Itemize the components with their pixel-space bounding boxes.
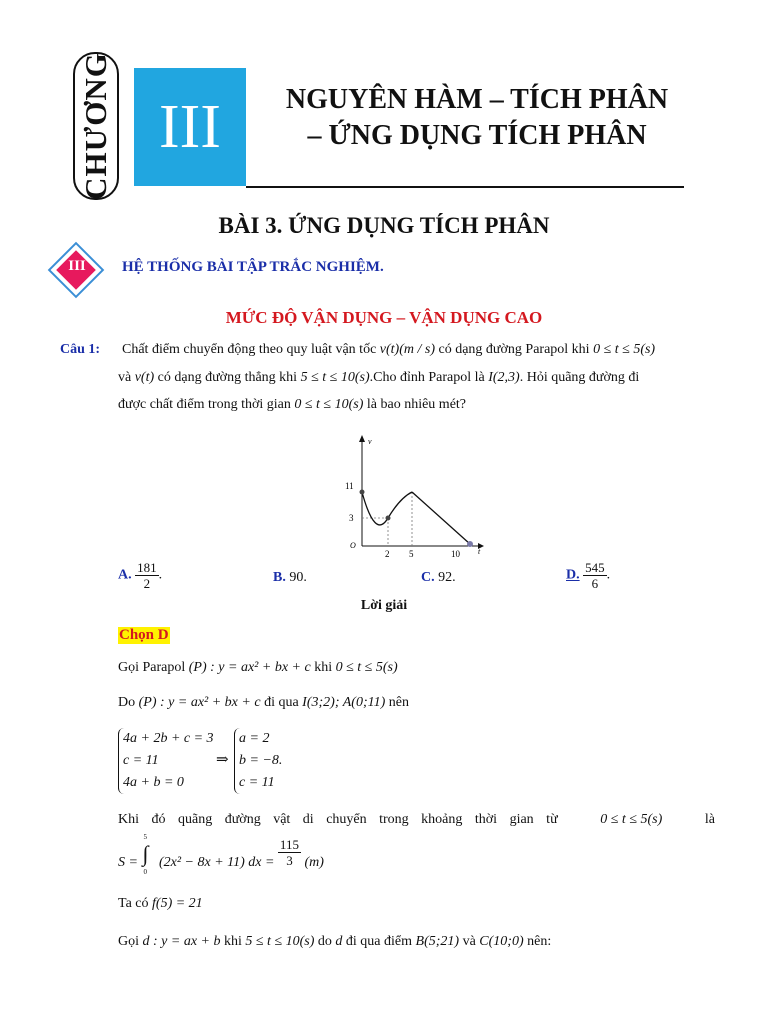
s4-den: 3 [286, 853, 293, 868]
option-a[interactable] [118, 560, 162, 591]
q2-text-c: .Cho đỉnh Parapol là [369, 370, 485, 385]
chosen-answer: Chọn D [119, 627, 169, 643]
level-title: MỨC ĐỘ VẬN DỤNG – VẬN DỤNG CAO [225, 308, 543, 327]
section-title: HỆ THỐNG BÀI TẬP TRẮC NGHIỆM. [122, 259, 384, 275]
velocity-graph [330, 430, 490, 560]
q2-text-b: có dạng đường thẳng khi [157, 370, 298, 385]
section-badge-label: III [68, 258, 86, 274]
solution-step-1 [118, 660, 398, 676]
s2-text-c: nên [388, 695, 409, 710]
s6-math: d : y = ax + b [142, 934, 221, 949]
s4-num: 115 [279, 837, 299, 852]
graph-x-tick-5: 5 [409, 549, 414, 559]
s1-cond: 0 ≤ t ≤ 5(s) [335, 660, 398, 675]
lesson-title: BÀI 3. ỨNG DỤNG TÍCH PHÂN [218, 213, 550, 238]
s4-integral-sign [141, 835, 155, 875]
option-d-den: 6 [591, 576, 599, 591]
s6-text-a: Gọi [118, 934, 139, 949]
system-arrow: ⇒ [216, 752, 229, 768]
solution-step-2 [118, 695, 409, 711]
question-line-3 [118, 397, 466, 413]
graph-y-arrow [359, 435, 365, 442]
graph-point-start [360, 490, 365, 495]
graph-line [412, 492, 470, 544]
q1-text-b: có dạng đường Parapol khi [438, 342, 590, 357]
s4-lower: 0 [143, 868, 147, 876]
system-right-eq-2: b = −8. [239, 753, 283, 768]
s1-text-b: khi [314, 660, 333, 675]
chapter-number-box [134, 68, 246, 186]
option-d-fraction [583, 560, 607, 591]
s1-math: (P) : y = ax² + bx + c [188, 660, 311, 675]
option-d[interactable] [566, 560, 610, 591]
graph-point-vertex [386, 516, 391, 521]
option-a-num: 181 [137, 560, 157, 575]
option-b-value: 90. [289, 570, 307, 585]
q2-text-d: . Hỏi quãng đường đi [519, 370, 640, 385]
s2-math: (P) : y = ax² + bx + c [138, 695, 261, 710]
graph-x-label: t [478, 547, 481, 556]
option-a-end: . [158, 567, 163, 583]
s6-text-e: và [462, 934, 476, 949]
chapter-title [262, 82, 692, 154]
s2-text-b: đi qua [264, 695, 299, 710]
s6-var: d [335, 934, 343, 949]
option-a-fraction [135, 560, 159, 591]
solution-title: Lời giải [360, 598, 408, 613]
graph-y-label: v [368, 437, 372, 446]
s4-fraction [278, 837, 301, 868]
option-c-letter: C. [421, 570, 435, 585]
q3-math-interval: 0 ≤ t ≤ 10(s) [294, 397, 364, 412]
option-b-letter: B. [273, 570, 286, 585]
s4-body: (2x² − 8x + 11) dx = [158, 854, 275, 870]
graph-point-end [467, 541, 473, 547]
system-left-eq-3: 4a + b = 0 [123, 775, 184, 790]
system-left [118, 728, 214, 794]
question-line-2 [118, 370, 639, 386]
solution-step-6 [118, 934, 551, 950]
chapter-word: CHƯƠNG [78, 52, 113, 200]
system-right-eq-1: a = 2 [239, 731, 270, 746]
solution-step-3 [118, 812, 715, 828]
s3-text: Khi đó quãng đường vật di chuyển trong khoảng thời gian từ [118, 812, 558, 827]
option-d-letter: D. [566, 567, 580, 583]
s6-text-b: khi [223, 934, 242, 949]
graph-x-tick-2: 2 [385, 549, 390, 559]
option-a-letter: A. [118, 567, 132, 583]
solution-step-5 [118, 896, 203, 912]
chapter-title-line1: NGUYÊN HÀM – TÍCH PHÂN [285, 84, 669, 115]
solution-integral [118, 835, 324, 875]
q2-text-a: và [118, 370, 132, 385]
q1-math-velocity: v(t)(m / s) [379, 342, 435, 357]
s3-end: là [704, 812, 715, 827]
system-left-eq-2: c = 11 [123, 753, 159, 768]
chapter-title-line2: – ỨNG DỤNG TÍCH PHÂN [307, 120, 647, 151]
q1-math-interval: 0 ≤ t ≤ 5(s) [593, 342, 656, 357]
system-right [234, 728, 282, 794]
q3-text-a: được chất điểm trong thời gian [118, 397, 291, 412]
option-b[interactable] [273, 570, 307, 586]
s6-point-c: C(10;0) [479, 934, 524, 949]
chapter-label-box [73, 52, 119, 200]
s2-points: I(3;2); A(0;11) [302, 695, 386, 710]
q1-text-a: Chất điểm chuyển động theo quy luật vận tốc [122, 342, 377, 357]
option-c-value: 92. [438, 570, 456, 585]
s4-upper: 5 [143, 833, 147, 841]
chapter-number: III [159, 92, 221, 161]
option-d-num: 545 [585, 560, 605, 575]
question-line-1 [122, 342, 655, 358]
s6-text-d: đi qua điểm [345, 934, 413, 949]
q2-math-v: v(t) [134, 370, 155, 385]
s2-text-a: Do [118, 695, 136, 710]
question-label: Câu 1: [60, 342, 101, 357]
option-d-end: . [606, 567, 611, 583]
graph-origin: O [350, 541, 356, 550]
s4-unit: (m) [304, 854, 324, 870]
s6-point-b: B(5;21) [415, 934, 460, 949]
option-a-den: 2 [143, 576, 151, 591]
s5-math: f(5) = 21 [152, 896, 203, 911]
q2-math-interval: 5 ≤ t ≤ 10(s) [300, 370, 370, 385]
graph-y-tick-11: 11 [345, 481, 354, 491]
option-c[interactable] [421, 570, 456, 586]
header-divider [246, 186, 684, 188]
q3-text-b: là bao nhiêu mét? [366, 397, 467, 412]
s5-text: Ta có [118, 896, 149, 911]
graph-x-tick-10: 10 [451, 549, 460, 559]
system-left-eq-1: 4a + 2b + c = 3 [123, 731, 214, 746]
s6-text-c: do [317, 934, 332, 949]
s4-lhs: S = [118, 854, 138, 870]
s6-text-f: nên: [527, 934, 552, 949]
s4-integral: ∫ [142, 841, 149, 866]
graph-y-tick-3: 3 [349, 513, 354, 523]
s1-text-a: Gọi Parapol [118, 660, 186, 675]
system-right-eq-3: c = 11 [239, 775, 275, 790]
s3-cond: 0 ≤ t ≤ 5(s) [600, 812, 663, 827]
s6-cond: 5 ≤ t ≤ 10(s) [245, 934, 315, 949]
q2-math-vertex: I(2,3) [488, 370, 520, 385]
